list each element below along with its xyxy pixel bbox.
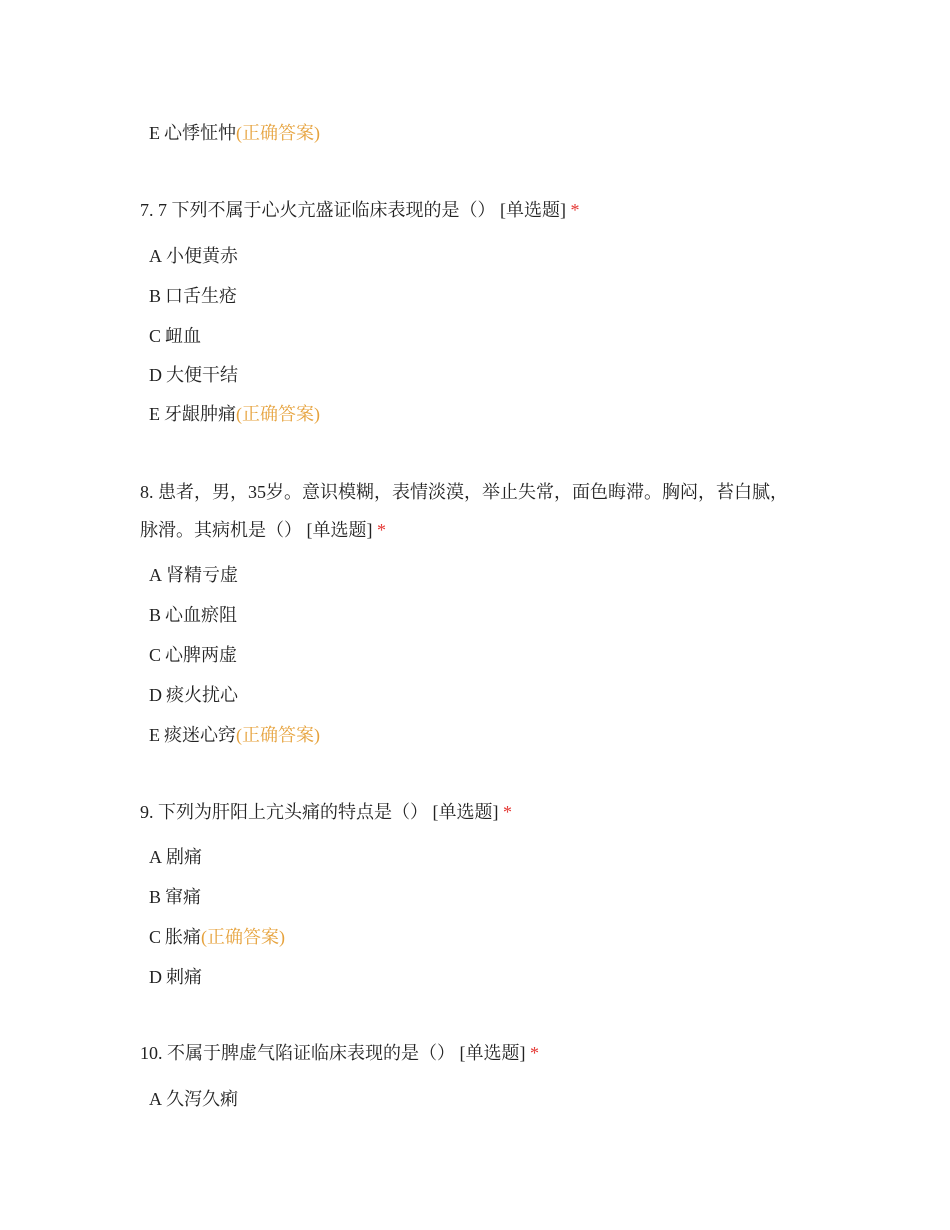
option-text: 心血瘀阻 [165, 605, 238, 625]
option-letter: B [149, 286, 162, 306]
question-type: [单选题] [306, 520, 373, 540]
question-text: 下列为肝阳上亢头痛的特点是（） [158, 802, 428, 822]
question-type: [单选题] [432, 802, 499, 822]
option-item[interactable] [149, 324, 201, 348]
correct-answer-tag: (正确答案) [236, 404, 320, 424]
option-item[interactable] [149, 965, 202, 989]
option-letter: C [149, 326, 162, 346]
question-title [140, 191, 790, 229]
option-item[interactable] [149, 363, 238, 387]
option-text: 口舌生疮 [165, 286, 238, 306]
option-letter: E [149, 123, 160, 143]
option-text: 胀痛 [165, 927, 202, 947]
option-item[interactable] [149, 643, 237, 667]
required-mark: * [503, 802, 512, 822]
option-letter: A [149, 847, 162, 867]
question-text: 患者，男，35岁。意识模糊，表情淡漠，举止失常，面色晦滞。胸闷，苔白腻，脉滑。其病机是（） [140, 482, 788, 540]
option-letter: A [149, 1089, 162, 1109]
option-letter: A [149, 565, 162, 585]
question-text: 下列不属于心火亢盛证临床表现的是（） [171, 200, 496, 220]
question-title [140, 793, 790, 831]
option-letter: E [149, 725, 160, 745]
question-title [140, 473, 790, 549]
option-text: 刺痛 [166, 967, 202, 987]
option-text: 心悸怔忡 [164, 123, 236, 143]
option-letter: C [149, 645, 162, 665]
option-item[interactable] [149, 402, 320, 426]
option-item[interactable] [149, 845, 202, 869]
option-item[interactable] [149, 885, 201, 909]
option-text: 剧痛 [166, 847, 202, 867]
option-text: 心脾两虚 [165, 645, 238, 665]
option-letter: B [149, 887, 162, 907]
option-letter: D [149, 365, 162, 385]
option-item[interactable] [149, 925, 285, 949]
option-text: 肾精亏虚 [166, 565, 238, 585]
option-text: 衄血 [165, 326, 202, 346]
option-text: 痰迷心窍 [164, 725, 236, 745]
option-letter: B [149, 605, 162, 625]
required-mark: * [570, 200, 580, 220]
option-item[interactable] [149, 683, 238, 707]
option-letter: D [149, 967, 162, 987]
option-item[interactable] [149, 563, 238, 587]
correct-answer-tag: (正确答案) [236, 725, 320, 745]
option-item[interactable] [149, 603, 237, 627]
question-text: 不属于脾虚气陷证临床表现的是（） [167, 1043, 455, 1063]
question-type: [单选题] [500, 200, 566, 220]
question-title [140, 1034, 790, 1072]
question-number: 8. [140, 482, 154, 502]
option-text: 小便黄赤 [166, 246, 238, 266]
question-number: 7. 7 [140, 200, 167, 220]
option-item[interactable] [149, 244, 238, 268]
option-text: 久泻久痢 [166, 1089, 238, 1109]
option-item[interactable] [149, 121, 320, 145]
required-mark: * [377, 520, 386, 540]
option-letter: A [149, 246, 162, 266]
option-letter: E [149, 404, 160, 424]
option-item[interactable] [149, 284, 237, 308]
option-text: 牙龈肿痛 [164, 404, 236, 424]
option-text: 痰火扰心 [166, 685, 238, 705]
option-text: 窜痛 [165, 887, 202, 907]
option-letter: D [149, 685, 162, 705]
question-number: 9. [140, 802, 154, 822]
correct-answer-tag: (正确答案) [201, 927, 286, 947]
question-number: 10. [140, 1043, 163, 1063]
option-letter: C [149, 927, 162, 947]
required-mark: * [530, 1043, 539, 1063]
option-item[interactable] [149, 1087, 238, 1111]
correct-answer-tag: (正确答案) [236, 123, 320, 143]
option-item[interactable] [149, 723, 320, 747]
question-type: [单选题] [459, 1043, 526, 1063]
option-text: 大便干结 [166, 365, 238, 385]
